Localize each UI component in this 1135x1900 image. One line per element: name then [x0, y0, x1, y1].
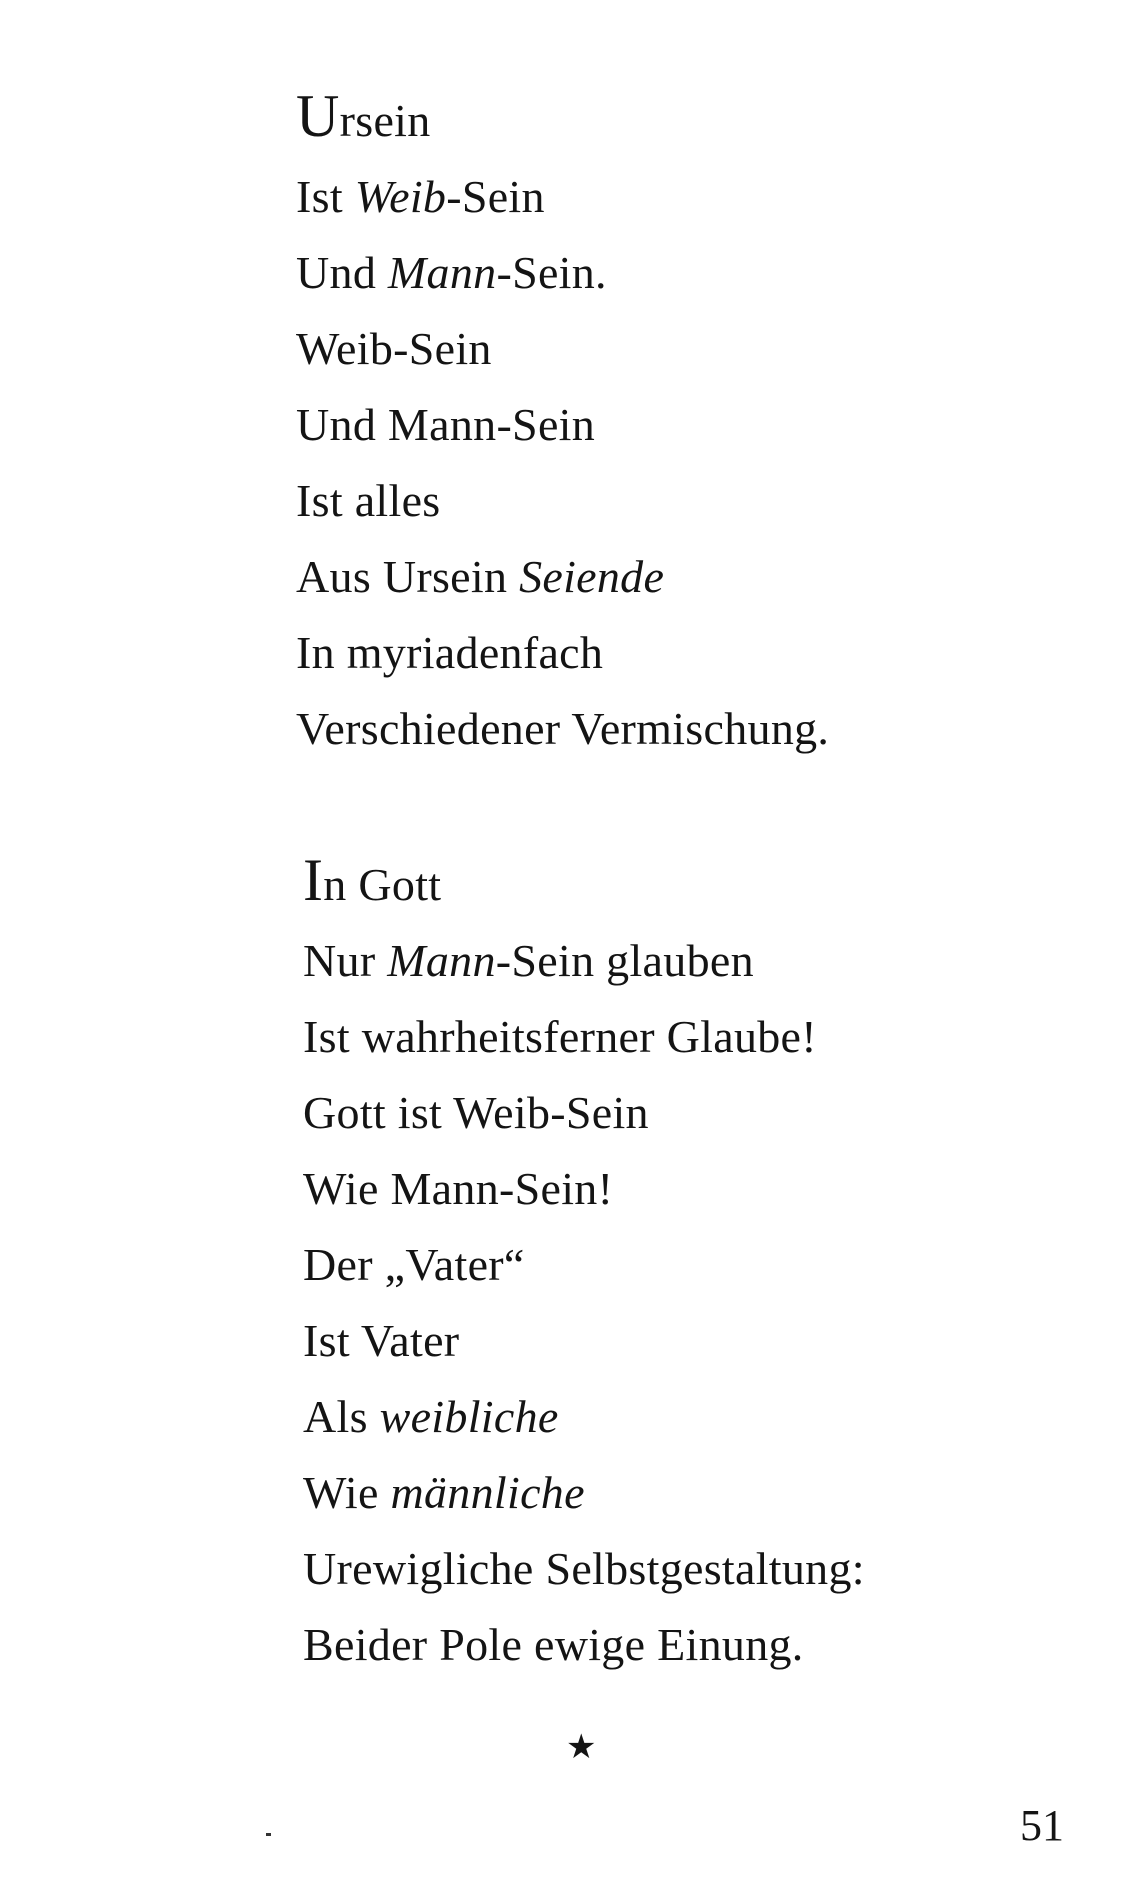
poem-line [296, 235, 829, 311]
stanza-ursein [296, 78, 829, 767]
line-text: -Sein [446, 171, 545, 222]
poem-line: Der „Vater“ [303, 1239, 525, 1290]
print-speck [266, 1833, 271, 1836]
emphasis-word: Mann [387, 935, 496, 986]
poem-line: Beider Pole ewige Einung. [303, 1619, 804, 1670]
emphasis-word: weibliche [379, 1391, 559, 1442]
drop-initial: I [303, 847, 324, 913]
poem-line: Urewigliche Selbstgestaltung: [303, 1543, 865, 1594]
stanza-in-gott [303, 842, 865, 1683]
line-text: -Sein. [496, 247, 607, 298]
poem-line [303, 1379, 865, 1455]
line-text: Und [296, 247, 388, 298]
poem-line [303, 1455, 865, 1531]
drop-initial: U [296, 83, 340, 149]
poem-line: Ist Vater [303, 1315, 460, 1366]
emphasis-word: männliche [390, 1467, 585, 1518]
poem-line: Und Mann-Sein [296, 399, 596, 450]
line-text: Nur [303, 935, 388, 986]
poem-line: Gott ist Weib-Sein [303, 1087, 649, 1138]
poem-line: Ist wahrheitsferner Glaube! [303, 1011, 817, 1062]
line-text: Als [303, 1391, 380, 1442]
poem-line: Verschiedener Vermischung. [296, 703, 830, 754]
poem-line: In myriadenfach [296, 627, 604, 678]
poem-line: Ist alles [296, 475, 441, 526]
poem-line [296, 539, 829, 615]
poem-line [296, 159, 829, 235]
page-number: 51 [1020, 1801, 1064, 1850]
poem-line [296, 78, 829, 159]
poem-line [303, 923, 865, 999]
poem-line: Wie Mann-Sein! [303, 1163, 614, 1214]
line-text: -Sein glauben [495, 935, 754, 986]
poem-line: Weib-Sein [296, 323, 492, 374]
line-text: Ist [296, 171, 355, 222]
emphasis-word: Mann [387, 247, 497, 298]
line-text: Wie [303, 1467, 391, 1518]
poem-line [303, 842, 865, 923]
emphasis-word: Weib [354, 171, 447, 222]
emphasis-word: Seiende [519, 551, 665, 602]
star-separator-icon: ★ [566, 1729, 597, 1766]
line-text: n Gott [323, 859, 442, 910]
line-text: rsein [339, 95, 431, 146]
line-text: Aus Ursein [296, 551, 520, 602]
